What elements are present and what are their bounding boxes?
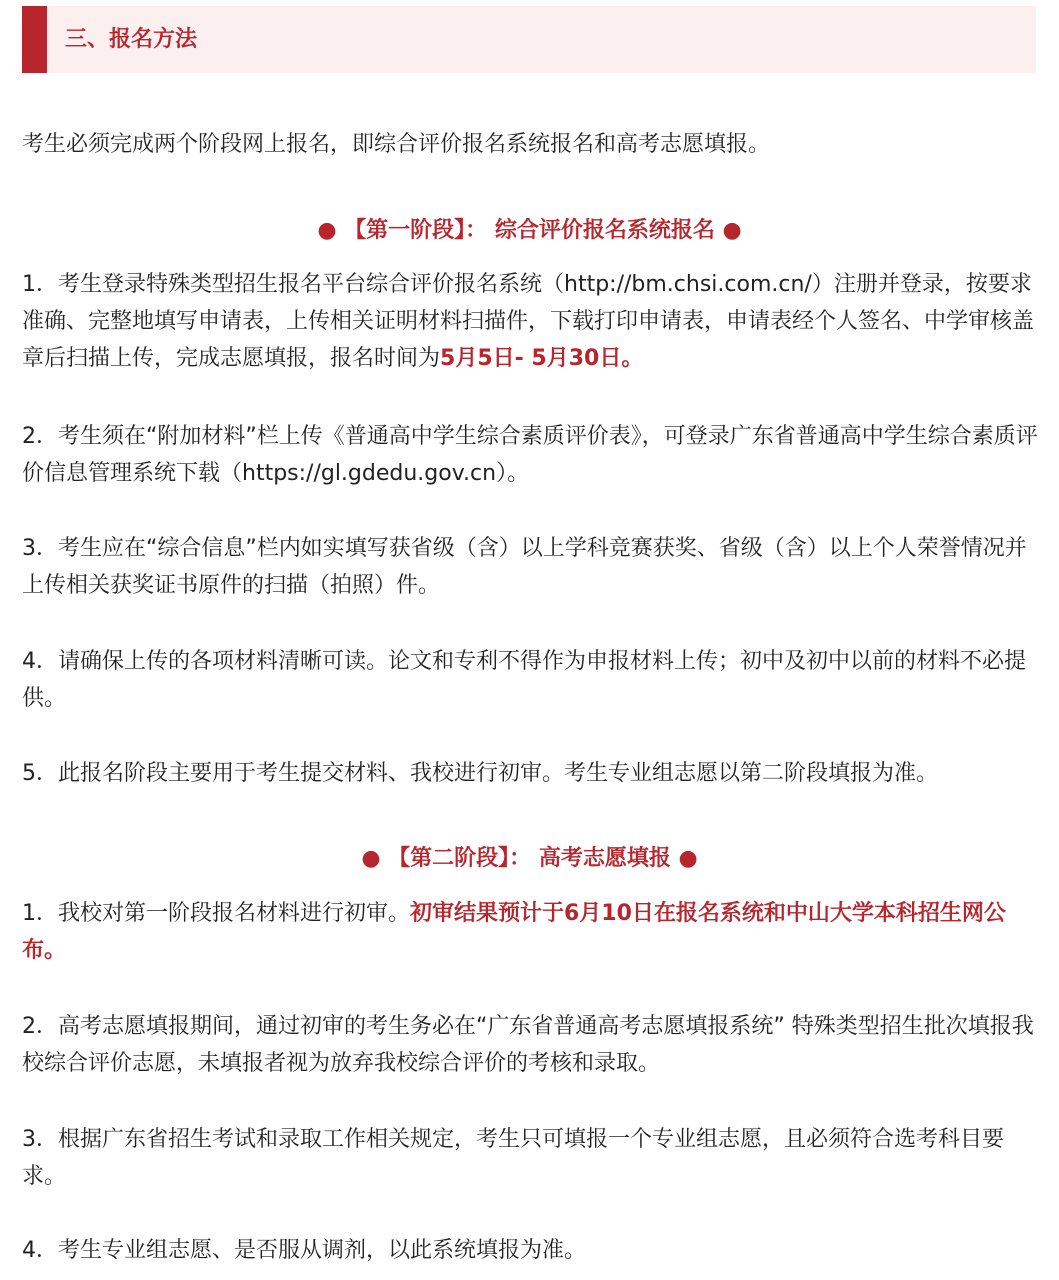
phase2-title: ● 【第二阶段】： 高考志愿填报 ● (361, 846, 698, 871)
section-title: 三、报名方法 (65, 27, 198, 52)
phase1-item-5: 5．此报名阶段主要用于考生提交材料、我校进行初审。考生专业组志愿以第二阶段填报为准。 (22, 761, 939, 786)
phase2-item-3: 3．根据广东省招生考试和录取工作相关规定，考生只可填报一个专业组志愿，且必须符合选考科目要求。 (22, 1127, 1005, 1189)
phase1-item-1-text: 1．考生登录特殊类型招生报名平台综合评价报名系统（http://bm.chsi.com.cn/）注册并登录，按要求准确、完整地填写申请表，上传相关证明材料扫描件，下载打印申请表，申请表经个人签名、中学审核盖章后扫描上传，完成志愿填报，报名时间为 (22, 272, 1035, 371)
phase2-item-1 (22, 895, 1038, 969)
phase1-item-2: 2．考生须在“附加材料”栏上传《普通高中学生综合素质评价表》，可登录广东省普通高中学生综合素质评价信息管理系统下载（https://gl.gdedu.gov.cn）。 (22, 424, 1038, 486)
phase1-item-1-highlight: 5月5日- 5月30日。 (440, 346, 644, 371)
phase1-title: ● 【第一阶段】： 综合评价报名系统报名 ● (317, 218, 742, 243)
phase1-item-4: 4．请确保上传的各项材料清晰可读。论文和专利不得作为申报材料上传；初中及初中以前的材料不必提供。 (22, 649, 1027, 711)
intro-paragraph: 考生必须完成两个阶段网上报名，即综合评价报名系统报名和高考志愿填报。 (22, 132, 771, 157)
phase2-item-2: 2．高考志愿填报期间，通过初审的考生务必在“广东省普通高考志愿填报系统” 特殊类型招生批次填报我校综合评价志愿，未填报者视为放弃我校综合评价的考核和录取。 (22, 1014, 1034, 1076)
section-accent-bar (22, 6, 47, 73)
phase1-item-1 (22, 266, 1038, 377)
phase2-item-4: 4．考生专业组志愿、是否服从调剂，以此系统填报为准。 (22, 1238, 586, 1263)
phase2-item-1-highlight: 初审结果预计于6月10日在报名系统和中山大学本科招生网公布。 (22, 901, 1006, 963)
section-header (22, 6, 1036, 73)
phase1-item-3: 3．考生应在“综合信息”栏内如实填写获省级（含）以上学科竞赛获奖、省级（含）以上个人荣誉情况并上传相关获奖证书原件的扫描（拍照）件。 (22, 536, 1027, 598)
phase2-item-1-text: 1．我校对第一阶段报名材料进行初审。 (22, 901, 410, 926)
